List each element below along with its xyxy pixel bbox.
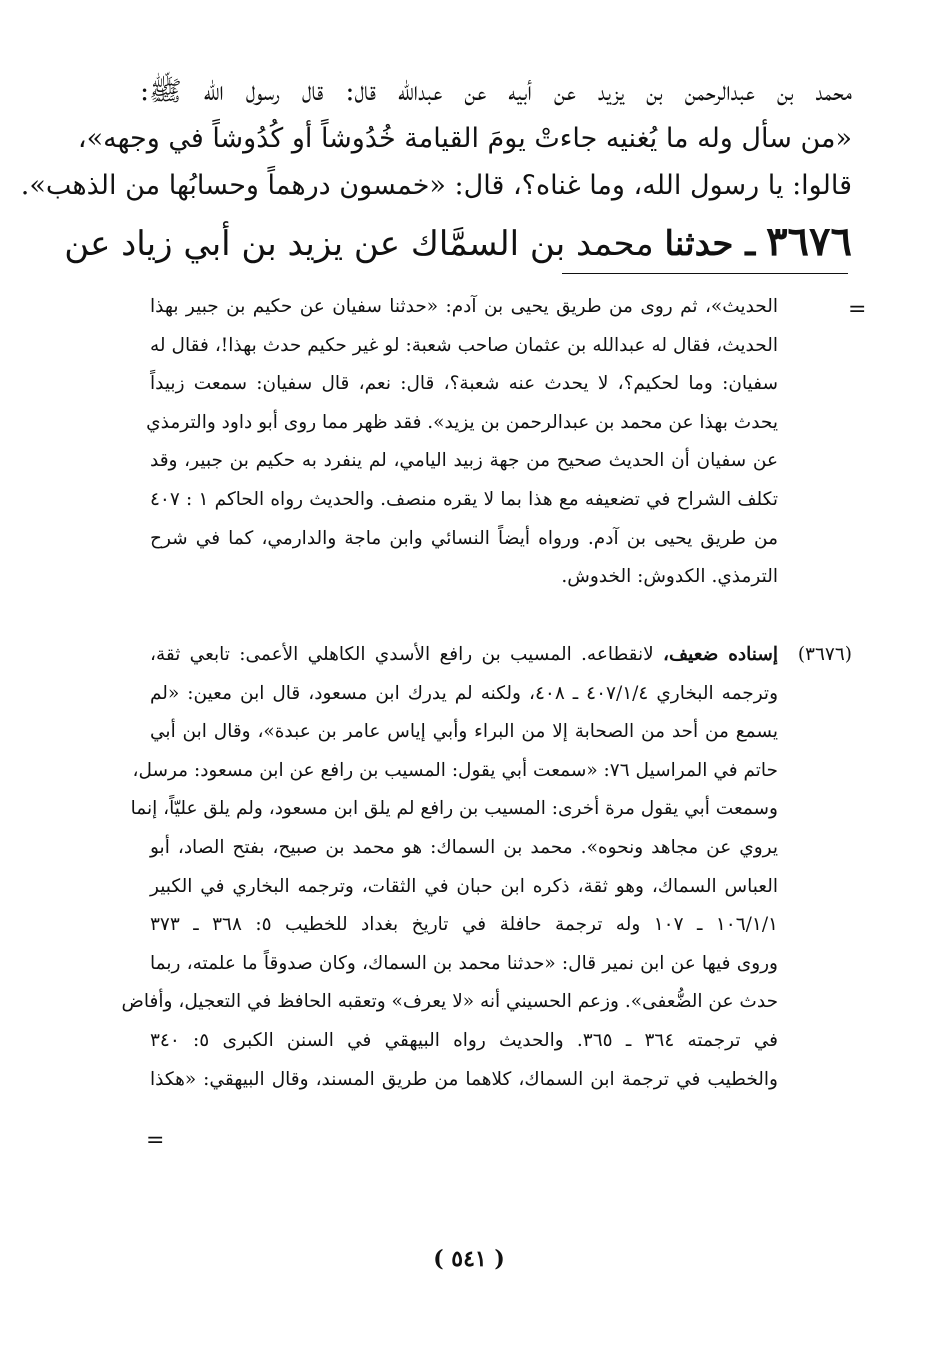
footnote-line: يحدث بهذا عن محمد بن عبدالرحمن بن يزيد». فقد ظهر مما روى أبو داود والترمذي xyxy=(146,411,778,433)
footnote-line: من طريق يحيى بن آدم. ورواه أيضاً النسائي وابن ماجة والدارمي، كما في شرح xyxy=(150,527,778,549)
hadith-number: ٣٦٧٦ xyxy=(766,218,852,265)
main-text-line: «من سأل وله ما يُغنيه جاءتْ يومَ القيامة خُدُوشاً أو كُدُوشاً في وجهه»، xyxy=(77,123,852,154)
footnote-line: وروى فيها عن ابن نمير قال: «حدثنا محمد بن السماك، وكان صدوقاً ما علمته، ربما xyxy=(150,952,778,974)
continuation-mark-top: = xyxy=(848,297,867,322)
hadith-heading xyxy=(64,215,852,271)
main-text xyxy=(20,68,852,209)
footnote-line: الحديث، فقال له عبدالله بن عثمان صاحب شعبة: لو غير حكيم حدث بهذا!، فقال له xyxy=(150,334,778,356)
footnote-divider xyxy=(562,273,848,274)
footnote-line: الحديث»، ثم روى من طريق يحيى بن آدم: «حدثنا سفيان عن حكيم بن جبير بهذا xyxy=(150,296,778,317)
footnote-line: وترجمه البخاري ٤٠٧/١/٤ ـ ٤٠٨، ولكنه لم يدرك ابن مسعود، قال ابن معين: «لم xyxy=(150,682,779,704)
footnote-line: تكلف الشراح في تضعيفه مع هذا بما لا يقره منصف. والحديث رواه الحاكم ١ : ٤٠٧ xyxy=(150,488,778,510)
main-text-line: قالوا: يا رسول الله، وما غناه؟، قال: «خمسون درهماً وحسابُها من الذهب». xyxy=(20,170,852,201)
footnote-continued xyxy=(146,288,778,597)
footnote-line: يروي عن مجاهد ونحوه». محمد بن السماك: هو محمد بن صبيح، بفتح الصاد، أبو xyxy=(150,836,778,858)
footnote-line xyxy=(150,636,778,675)
footnote-line: حدث عن الضُّعفى». وزعم الحسيني أنه «لا يعرف» وتعقبه الحافظ في التعجيل، وأفاض xyxy=(121,991,778,1013)
footnote-line: وسمعت أبي يقول مرة أخرى: المسيب بن رافع لم يلق ابن مسعود، ولم يلق عليّاً، إنما xyxy=(130,798,778,820)
main-text-line: محمد بن عبدالرحمن بن يزيد عن أبيه عن عبدالله قال: قال رسول الله ﷺ: xyxy=(140,76,852,107)
continuation-mark-bottom: = xyxy=(146,1128,165,1153)
footnote-line: والخطيب في ترجمة ابن السماك، كلاهما من طريق المسند، وقال البيهقي: «هكذا xyxy=(150,1068,778,1090)
page-number: ( ٥٤١ ) xyxy=(433,1246,505,1272)
footnote-3676 xyxy=(121,636,779,1099)
hadith-lead: ـ حدثنا xyxy=(664,224,756,264)
footnote-line: حاتم في المراسيل ٧٦: «سمعت أبي يقول: المسيب بن رافع عن ابن مسعود: مرسل، xyxy=(132,759,778,781)
footnote-line: العباس السماك، وهو ثقة، ذكره ابن حبان في الثقات، وترجمه البخاري في الكبير xyxy=(150,875,778,897)
footnote-line: يسمع من أحد من الصحابة إلا من البراء وأبي إياس عامر بن عبدة»، وقال ابن أبي xyxy=(150,721,778,743)
footnote-line: الترمذي. الكدوش: الخدوش. xyxy=(561,566,778,588)
footnote-line-text: لانقطاعه. المسيب بن رافع الأسدي الكاهلي الأعمى: تابعي ثقة، xyxy=(150,644,654,665)
hadith-text: محمد بن السمَّاك عن يزيد بن أبي زياد عن xyxy=(64,224,654,264)
footnote-line: في ترجمته ٣٦٤ ـ ٣٦٥. والحديث رواه البيهقي في السنن الكبرى ٥: ٣٤٠ xyxy=(150,1029,778,1051)
footnote-line: ١٠٦/١/١ ـ ١٠٧ وله ترجمة حافلة في تاريخ بغداد للخطيب ٥: ٣٦٨ ـ ٣٧٣ xyxy=(150,914,778,936)
footnote-line: عن سفيان أن الحديث صحيح من جهة زبيد اليامي، لم ينفرد به حكيم بن جبير، وقد xyxy=(150,450,778,472)
footnote-verdict: إسناده ضعيف، xyxy=(663,644,778,665)
footnote-line: سفيان: وما لحكيم؟، لا يحدث عنه شعبة؟، قال: نعم، قال سفيان: سمعت زبيداً xyxy=(150,373,778,395)
footnote-number: (٣٦٧٦) xyxy=(797,644,852,665)
